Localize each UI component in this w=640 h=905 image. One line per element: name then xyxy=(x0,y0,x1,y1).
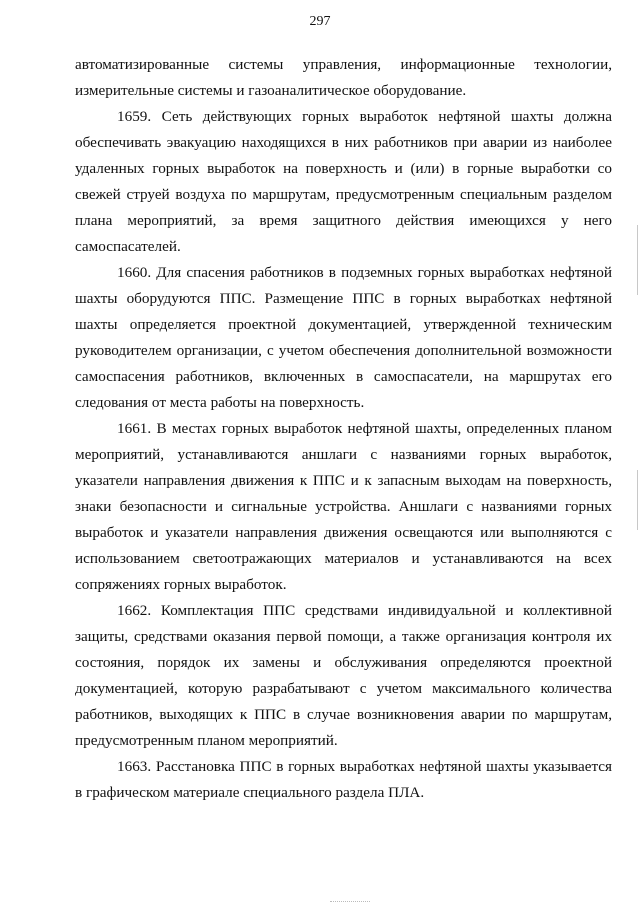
paragraph-1659: 1659. Сеть действующих горных выработок нефтяной шахты должна обеспечивать эвакуацию находящихся в них работников при аварии из наиболее удаленных горных выработок на поверхность и (или) в горные выработки со свежей струей воздуха по маршрутам, предусмотренным специальным разделом плана мероприятий, за время защитного действия имеющихся у него самоспасателей. xyxy=(75,108,612,255)
scan-edge-mark xyxy=(637,470,638,530)
page-number: 297 xyxy=(309,14,331,29)
scan-bottom-mark xyxy=(330,901,370,903)
document-body xyxy=(75,52,612,806)
paragraph-1661: 1661. В местах горных выработок нефтяной шахты, определенных планом мероприятий, устанавливаются аншлаги с названиями горных выработок, указатели направления движения к ППС и к запасным выходам на поверхность, знаки безопасности и сигнальные устройства. Аншлаги с названиями горных выработок и указатели направления движения освещаются или выполняются с использованием светоотражающих материалов и устанавливаются на всех сопряжениях горных выработок. xyxy=(75,420,612,593)
scan-edge-mark xyxy=(637,225,638,295)
paragraph-1660: 1660. Для спасения работников в подземных горных выработках нефтяной шахты оборудуются ППС. Размещение ППС в горных выработках нефтяной шахты определяется проектной документацией, утвержденной техническим руководителем организации, с учетом обеспечения дополнительной возможности самоспасения работников, включенных в самоспасатели, на маршрутах его следования от места работы на поверхность. xyxy=(75,264,612,411)
paragraph-1663: 1663. Расстановка ППС в горных выработках нефтяной шахты указывается в графическом материале специального раздела ПЛА. xyxy=(75,758,612,801)
paragraph-1662: 1662. Комплектация ППС средствами индивидуальной и коллективной защиты, средствами оказания первой помощи, а также организация контроля их состояния, порядок их замены и обслуживания определяются проектной документацией, которую разрабатывают с учетом максимального количества работников, выходящих к ППС в случае возникновения аварии по маршрутам, предусмотренным планом мероприятий. xyxy=(75,602,612,749)
paragraph-continuation: автоматизированные системы управления, информационные технологии, измерительные системы и газоаналитическое оборудование. xyxy=(75,56,612,99)
